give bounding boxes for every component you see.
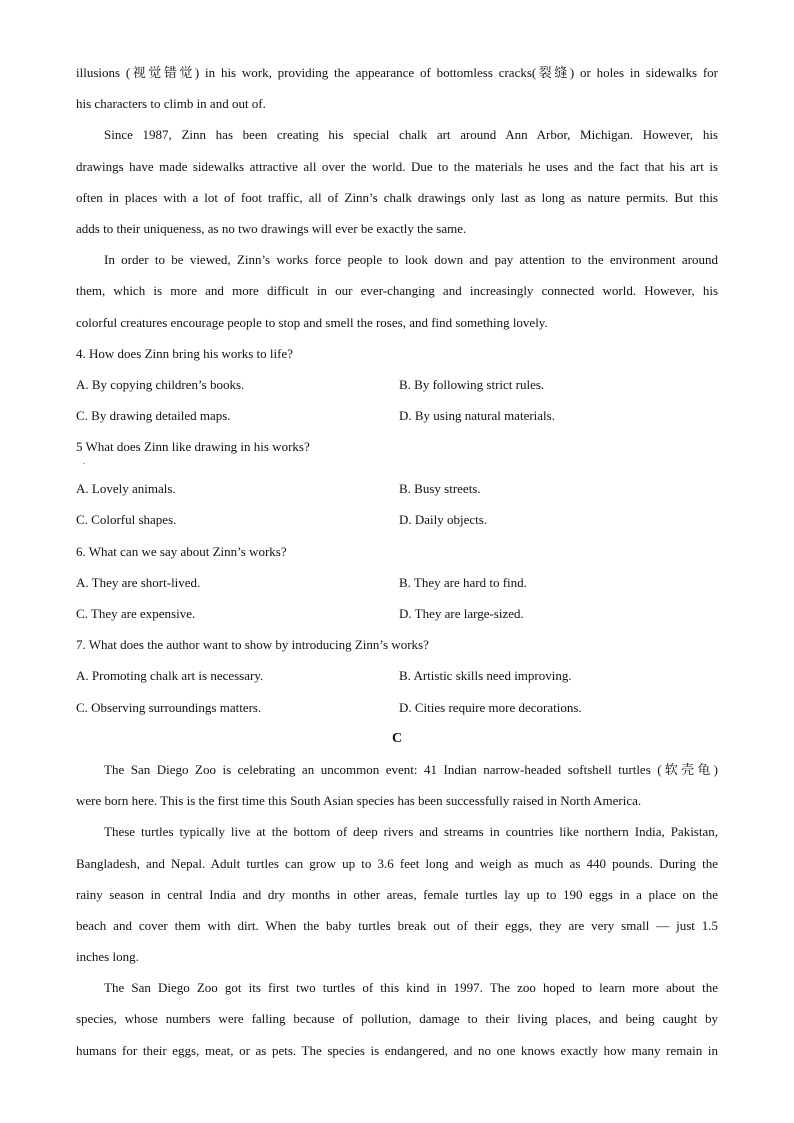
text-line: humans for their eggs, meat, or as pets. The species is endangered, and no one knows exactly how many remain in bbox=[76, 1042, 718, 1058]
question-stem: 6. What can we say about Zinn’s works? bbox=[76, 543, 287, 559]
text-line: beach and cover them with dirt. When the baby turtles break out of their eggs, they are very small — just 1.5 bbox=[76, 917, 718, 933]
question-stem: 4. How does Zinn bring his works to life? bbox=[76, 345, 294, 361]
text-line: adds to their uniqueness, as no two drawings will ever be exactly the same. bbox=[76, 220, 467, 236]
question-4 bbox=[76, 338, 718, 432]
paragraph-zoo-event bbox=[76, 754, 718, 816]
text-line: rainy season in central India and dry months in other areas, female turtles lay up to 190 eggs in a place on the bbox=[76, 886, 718, 902]
option-b[interactable]: B. By following strict rules. bbox=[399, 376, 545, 392]
option-a[interactable]: A. Lovely animals. bbox=[76, 481, 176, 497]
question-7 bbox=[76, 629, 718, 723]
text-line: The San Diego Zoo is celebrating an uncommon event: 41 Indian narrow-headed softshell turtles (软壳龟) bbox=[104, 761, 718, 777]
option-a[interactable]: A. They are short-lived. bbox=[76, 574, 201, 590]
paragraph-continued bbox=[76, 57, 718, 119]
question-stem: 5 What does Zinn like drawing in his works? bbox=[76, 439, 310, 455]
text-line: These turtles typically live at the bottom of deep rivers and streams in countries like northern India, Pakistan, bbox=[104, 824, 718, 840]
text-line: The San Diego Zoo got its first two turtles of this kind in 1997. The zoo hoped to learn more about the bbox=[104, 980, 718, 996]
option-d[interactable]: D. By using natural materials. bbox=[399, 408, 555, 424]
option-d[interactable]: D. They are large-sized. bbox=[399, 606, 524, 621]
question-stem-wrap bbox=[76, 431, 718, 473]
paragraph-zinn-impact bbox=[76, 244, 718, 338]
question-5 bbox=[76, 431, 718, 535]
text-line: his characters to climb in and out of. bbox=[76, 96, 266, 112]
text-line: inches long. bbox=[76, 949, 139, 965]
option-a[interactable]: A. By copying children’s books. bbox=[76, 376, 245, 392]
option-c[interactable]: C. By drawing detailed maps. bbox=[76, 408, 231, 424]
option-d[interactable]: D. Daily objects. bbox=[399, 512, 488, 528]
text-line: species, whose numbers were falling because of pollution, damage to their living places, and being caught by bbox=[76, 1011, 718, 1027]
paragraph-zinn-history bbox=[76, 119, 718, 244]
answer-options bbox=[76, 473, 718, 535]
text-line: Bangladesh, and Nepal. Adult turtles can grow up to 3.6 feet long and weigh as much as 440 pounds. During the bbox=[76, 855, 718, 871]
option-d[interactable]: D. Cities require more decorations. bbox=[399, 699, 582, 715]
paragraph-zoo-history bbox=[76, 972, 718, 1066]
option-a[interactable]: A. Promoting chalk art is necessary. bbox=[76, 668, 264, 684]
option-b[interactable]: B. They are hard to find. bbox=[399, 574, 527, 590]
option-b[interactable]: B. Artistic skills need improving. bbox=[399, 668, 572, 684]
text-line: drawings have made sidewalks attractive all over the world. Due to the materials he uses and the fact that his art is bbox=[76, 158, 718, 174]
paragraph-turtle-habitat bbox=[76, 816, 718, 972]
answer-options bbox=[76, 369, 718, 431]
text-line: were born here. This is the first time this South Asian species has been successfully raised in North America. bbox=[76, 793, 642, 809]
document-page bbox=[76, 57, 718, 1066]
text-line: colorful creatures encourage people to stop and smell the roses, and find something lovely. bbox=[76, 314, 548, 330]
option-b[interactable]: B. Busy streets. bbox=[399, 481, 481, 497]
text-line: illusions (视觉错觉) in his work, providing the appearance of bottomless cracks(裂缝) or holes in sidewalks for bbox=[76, 65, 718, 80]
option-c[interactable]: C. Colorful shapes. bbox=[76, 512, 177, 528]
answer-options bbox=[76, 660, 718, 722]
section-heading: C bbox=[391, 730, 403, 746]
text-line: often in places with a lot of foot traffic, all of Zinn’s chalk drawings only last as long as nature permits. But this bbox=[76, 189, 718, 205]
text-line: Since 1987, Zinn has been creating his special chalk art around Ann Arbor, Michigan. However, his bbox=[104, 127, 718, 143]
text-line: In order to be viewed, Zinn’s works force people to look down and pay attention to the environment around bbox=[104, 252, 718, 268]
scan-mark: . bbox=[83, 456, 86, 467]
question-6 bbox=[76, 536, 718, 630]
text-line: them, which is more and more difficult in our ever-changing and increasingly connected world. However, his bbox=[76, 283, 718, 299]
answer-options bbox=[76, 567, 718, 629]
option-c[interactable]: C. Observing surroundings matters. bbox=[76, 699, 262, 715]
option-c[interactable]: C. They are expensive. bbox=[76, 606, 196, 621]
question-stem: 7. What does the author want to show by introducing Zinn’s works? bbox=[76, 637, 429, 653]
